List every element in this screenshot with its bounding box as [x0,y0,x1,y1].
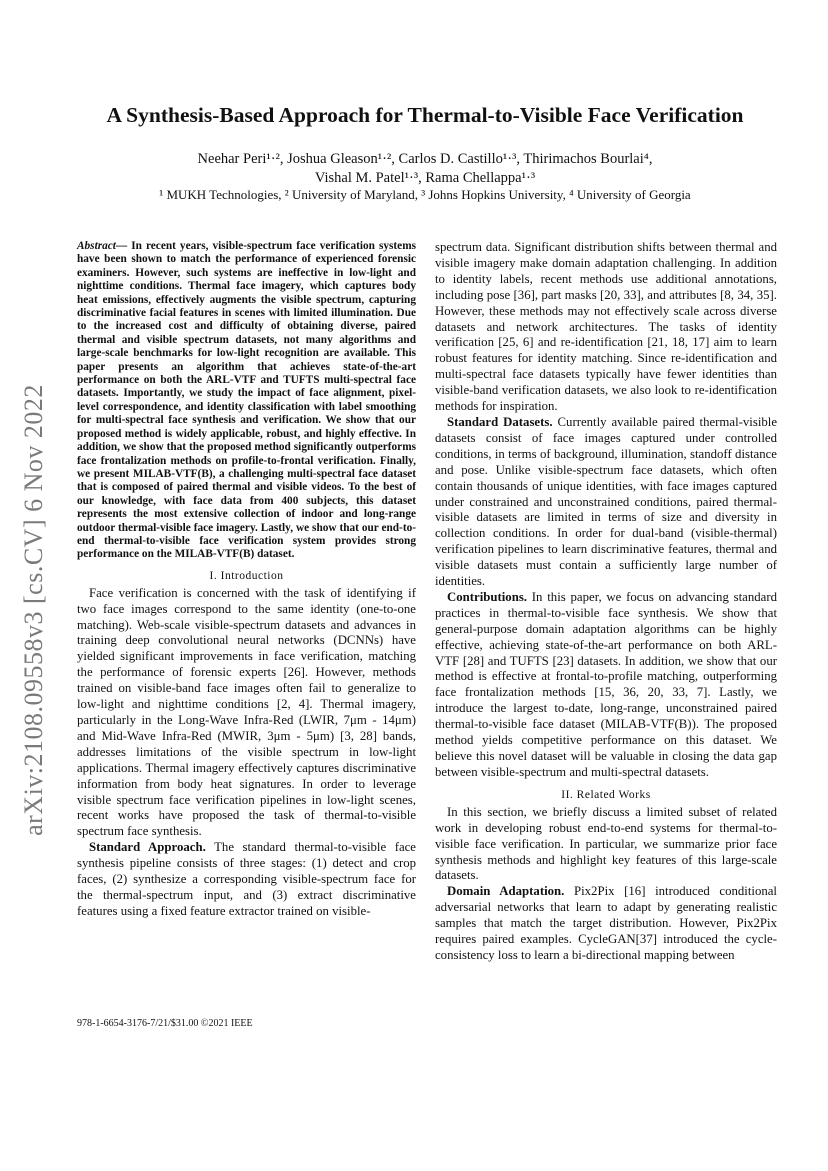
authors [60,150,790,188]
authors-line-1: Neehar Peri¹·², Joshua Gleason¹·², Carlos D. Castillo¹·³, Thirimachos Bourlai⁴, [197,151,653,167]
domain-adaptation-paragraph [435,884,777,964]
left-column [77,240,416,920]
arxiv-stamp [14,360,54,860]
standard-datasets-label: Standard Datasets. [447,414,553,429]
abstract-label: Abstract [77,240,116,252]
right-continuation-paragraph: spectrum data. Significant distribution shifts between thermal and visible imagery make domain adaptation challenging. In addition to identity labels, recent methods use additional annotations, including pose [36], part masks [20, 33], and attributes [8, 34, 35]. However, these methods may not effectively scale across diverse datasets and network architectures. The tasks of identity verification [25, 6] and re-identification [21, 18, 17] aim to learn robust features for identity matching. Since re-identification and multi-spectral face datasets typically have fewer identities than visible-band verification datasets, we also look to re-identification methods for inspiration. [435,240,777,414]
related-works-paragraph: In this section, we briefly discuss a limited subset of related work in developing robust end-to-end systems for thermal-to-visible face verification. In particular, we summarize prior face synthesis methods and highlight key features of this large-scale datasets. [435,804,777,883]
standard-datasets-text: Currently available paired thermal-visible datasets consist of face images captured under controlled conditions, in terms of background, illumination, standoff distance and pose. Unlike visible-spectrum face datasets, which often contain thousands of unique identities, with face images captured under constrained and unconstrained conditions, paired thermal-visible datasets are limited in terms of size and diversity in collection conditions. In order for dual-band (visible-thermal) verification pipelines to learn discriminative features, thermal and visible datasets must contain a sufficiently large number of identities. [435,414,778,589]
standard-approach-paragraph [77,840,416,920]
standard-approach-label: Standard Approach. [89,840,206,855]
arxiv-stamp-text: arXiv:2108.09558v3 [cs.CV] 6 Nov 2022 [19,384,48,836]
contributions-label: Contributions. [447,589,527,604]
standard-approach-text: The standard thermal-to-visible face synthesis pipeline consists of three stages: (1) detect and crop faces, (2) synthesize a corresponding visible-spectrum face for the thermal-spectrum input, and (3) extract discriminative features using a fixed feature extractor trained on visible- [77,840,416,918]
contributions-text: In this paper, we focus on advancing standard practices in thermal-to-visible face synthesis. We show that general-purpose domain adaptation algorithms can be highly effective, achieving state-of-the-art performance on both ARL-VTF [28] and TUFTS [23] datasets. In addition, we show that our method is effective at frontal-to-profile matching, outperforming face frontalization methods [15, 36, 20, 33, 7]. Lastly, we introduce the largest to-date, long-range, unconstrained paired thermal-to-visible face dataset (MILAB-VTF(B)). The proposed method yields competitive performance on this dataset. We believe this novel dataset will be valuable in closing the data gap between visible-spectrum and multi-spectral datasets. [435,589,777,779]
domain-adaptation-text: Pix2Pix [16] introduced conditional adversarial networks that learn to adapt by generating realistic samples that match the target distribution. However, Pix2Pix requires paired examples. CycleGAN[37] introduced the cycle-consistency loss to learn a bi-directional mapping between [435,884,777,962]
standard-datasets-paragraph [435,415,777,590]
paper-title: A Synthesis-Based Approach for Thermal-to-Visible Face Verification [106,103,744,127]
copyright-footer: 978-1-6654-3176-7/21/$31.00 ©2021 IEEE [77,1018,253,1029]
domain-adaptation-label: Domain Adaptation. [447,884,565,899]
section-heading-related-works: II. Related Works [561,788,651,801]
authors-line-2: Vishal M. Patel¹·³, Rama Chellappa¹·³ [314,170,536,186]
abstract [77,240,416,562]
affiliations: ¹ MUKH Technologies, ² University of Maryland, ³ Johns Hopkins University, ⁴ University of Georgia [159,187,691,202]
section-heading-introduction: I. Introduction [209,569,284,582]
right-column [435,240,777,964]
intro-paragraph: Face verification is concerned with the task of identifying if two face images correspond to the same identity (one-to-one matching). Web-scale visible-spectrum datasets and advances in training deep convolutional neural networks (DCNNs) have yielded significant improvements in face verification, matching the performance of forensic experts [26]. However, methods trained on visible-band face images often fail to generalize to low-light and nighttime conditions [2, 4]. Thermal imagery, particularly in the Long-Wave Infra-Red (LWIR, 7μm - 14μm) and Mid-Wave Infra-Red (MWIR, 3μm - 5μm) [3, 28] bands, addresses limitations of the visible spectrum in low-light applications. Thermal imagery effectively captures discriminative information from body heat signatures. In order to leverage visible spectrum face verification pipelines in low-light scenes, recent works have proposed the task of thermal-to-visible spectrum face synthesis. [77,585,416,839]
abstract-text: — In recent years, visible-spectrum face verification systems have been shown to match the performance of experienced forensic examiners. However, such systems are ineffective in low-light and nighttime conditions. Thermal face imagery, which captures body heat emissions, effectively augments the visible spectrum, capturing discriminative facial features in scenes with limited illumination. Due to the increased cost and difficulty of obtaining diverse, paired thermal and visible spectrum datasets, not many algorithms and large-scale benchmarks for low-light recognition are available. This paper presents an algorithm that achieves state-of-the-art performance on both the ARL-VTF and TUFTS multi-spectral face datasets. Importantly, we study the impact of face alignment, pixel-level correspondence, and identity classification with label smoothing for multi-spectral face synthesis and verification. We show that our proposed method is widely applicable, robust, and highly effective. In addition, we show that the proposed method significantly outperforms face frontalization methods on profile-to-frontal verification. Finally, we present MILAB-VTF(B), a challenging multi-spectral face dataset that is composed of paired thermal and visible videos. To the best of our knowledge, with face data from 400 subjects, this dataset represents the most extensive collection of indoor and long-range outdoor thermal-visible face imagery. Lastly, we show that our end-to-end thermal-to-visible face verification system provides strong performance on the MILAB-VTF(B) dataset. [77,240,416,561]
contributions-paragraph [435,590,777,781]
